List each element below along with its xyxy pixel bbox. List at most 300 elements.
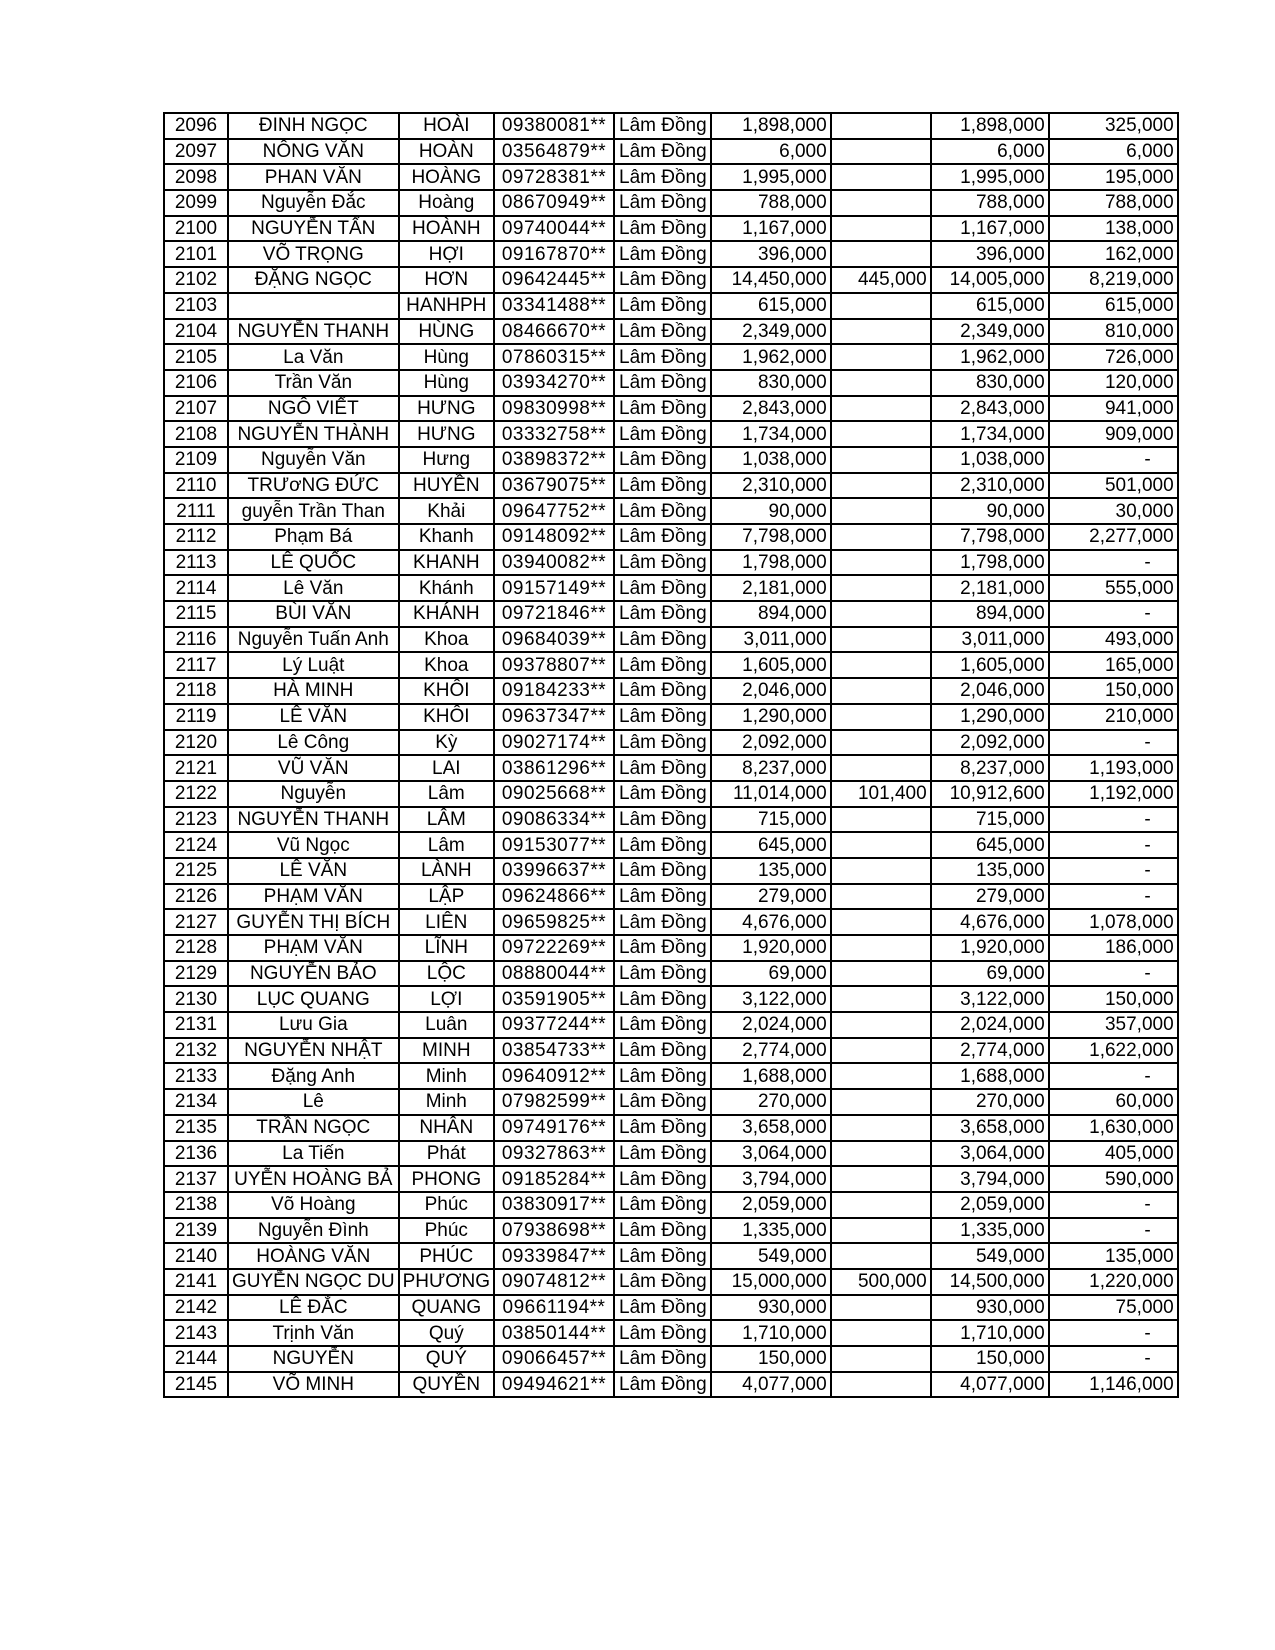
given-name-cell: HOÀNG (399, 164, 494, 190)
province-cell: Lâm Đồng (614, 575, 711, 601)
paid-amount-cell: 941,000 (1049, 396, 1178, 422)
deduction-cell (831, 293, 931, 319)
deduction-cell (831, 1038, 931, 1064)
surname-cell: Vũ Ngọc (228, 832, 399, 858)
paid-amount-cell: 165,000 (1049, 652, 1178, 678)
province-cell: Lâm Đồng (614, 858, 711, 884)
net-amount-cell: 788,000 (931, 190, 1049, 216)
row-number-cell: 2125 (164, 858, 228, 884)
table-row (164, 550, 1178, 576)
surname-cell: NGUYỄN TẤN (228, 216, 399, 242)
paid-amount-cell: - (1049, 730, 1178, 756)
province-cell: Lâm Đồng (614, 447, 711, 473)
amount-cell: 4,077,000 (711, 1372, 831, 1398)
paid-amount-cell: 2,277,000 (1049, 524, 1178, 550)
deduction-cell (831, 139, 931, 165)
province-cell: Lâm Đồng (614, 344, 711, 370)
deduction-cell (831, 1218, 931, 1244)
paid-amount-cell: - (1049, 1063, 1178, 1089)
amount-cell: 2,310,000 (711, 473, 831, 499)
amount-cell: 1,290,000 (711, 704, 831, 730)
amount-cell: 894,000 (711, 601, 831, 627)
table-row (164, 113, 1178, 139)
given-name-cell: HOÀI (399, 113, 494, 139)
amount-cell: 1,688,000 (711, 1063, 831, 1089)
given-name-cell: Khoa (399, 652, 494, 678)
deduction-cell (831, 986, 931, 1012)
table-row (164, 421, 1178, 447)
given-name-cell: QUANG (399, 1295, 494, 1321)
surname-cell: HOÀNG VĂN (228, 1243, 399, 1269)
province-cell: Lâm Đồng (614, 961, 711, 987)
row-number-cell: 2120 (164, 730, 228, 756)
phone-cell: 09148092** (494, 524, 614, 550)
given-name-cell: Khoa (399, 627, 494, 653)
table-row (164, 344, 1178, 370)
surname-cell: Lê Công (228, 730, 399, 756)
phone-cell: 09377244** (494, 1012, 614, 1038)
given-name-cell: LIÊN (399, 909, 494, 935)
deduction-cell (831, 601, 931, 627)
deduction-cell (831, 1346, 931, 1372)
province-cell: Lâm Đồng (614, 1192, 711, 1218)
amount-cell: 1,920,000 (711, 935, 831, 961)
surname-cell: Nguyễn Đắc (228, 190, 399, 216)
table-row (164, 858, 1178, 884)
deduction-cell (831, 524, 931, 550)
row-number-cell: 2115 (164, 601, 228, 627)
province-cell: Lâm Đồng (614, 832, 711, 858)
province-cell: Lâm Đồng (614, 730, 711, 756)
table-row (164, 704, 1178, 730)
province-cell: Lâm Đồng (614, 473, 711, 499)
given-name-cell: HƯNG (399, 396, 494, 422)
amount-cell: 1,734,000 (711, 421, 831, 447)
given-name-cell: QUÝ (399, 1346, 494, 1372)
given-name-cell: Luân (399, 1012, 494, 1038)
net-amount-cell: 1,798,000 (931, 550, 1049, 576)
deduction-cell (831, 216, 931, 242)
given-name-cell: QUYỀN (399, 1372, 494, 1398)
deduction-cell (831, 1115, 931, 1141)
paid-amount-cell: 1,192,000 (1049, 781, 1178, 807)
paid-amount-cell: 909,000 (1049, 421, 1178, 447)
given-name-cell: LẬP (399, 884, 494, 910)
surname-cell: NGUYỄN THANH (228, 319, 399, 345)
deduction-cell (831, 627, 931, 653)
net-amount-cell: 8,237,000 (931, 755, 1049, 781)
amount-cell: 7,798,000 (711, 524, 831, 550)
phone-cell: 09684039** (494, 627, 614, 653)
province-cell: Lâm Đồng (614, 986, 711, 1012)
table-row (164, 293, 1178, 319)
phone-cell: 09167870** (494, 241, 614, 267)
amount-cell: 2,024,000 (711, 1012, 831, 1038)
row-number-cell: 2127 (164, 909, 228, 935)
table-row (164, 755, 1178, 781)
row-number-cell: 2135 (164, 1115, 228, 1141)
amount-cell: 150,000 (711, 1346, 831, 1372)
phone-cell: 09086334** (494, 807, 614, 833)
net-amount-cell: 3,794,000 (931, 1166, 1049, 1192)
deduction-cell (831, 884, 931, 910)
given-name-cell: LAI (399, 755, 494, 781)
deduction-cell (831, 473, 931, 499)
paid-amount-cell: 501,000 (1049, 473, 1178, 499)
deduction-cell (831, 190, 931, 216)
row-number-cell: 2117 (164, 652, 228, 678)
table-row (164, 678, 1178, 704)
deduction-cell (831, 550, 931, 576)
row-number-cell: 2122 (164, 781, 228, 807)
net-amount-cell: 135,000 (931, 858, 1049, 884)
net-amount-cell: 2,774,000 (931, 1038, 1049, 1064)
table-row (164, 652, 1178, 678)
province-cell: Lâm Đồng (614, 396, 711, 422)
province-cell: Lâm Đồng (614, 935, 711, 961)
given-name-cell: HANHPH (399, 293, 494, 319)
phone-cell: 03332758** (494, 421, 614, 447)
deduction-cell (831, 241, 931, 267)
net-amount-cell: 1,038,000 (931, 447, 1049, 473)
table-row (164, 832, 1178, 858)
province-cell: Lâm Đồng (614, 678, 711, 704)
given-name-cell: PHÚC (399, 1243, 494, 1269)
surname-cell: NGUYỄN THÀNH (228, 421, 399, 447)
phone-cell: 03679075** (494, 473, 614, 499)
table-row (164, 1320, 1178, 1346)
net-amount-cell: 2,059,000 (931, 1192, 1049, 1218)
net-amount-cell: 2,349,000 (931, 319, 1049, 345)
given-name-cell: KHÔI (399, 678, 494, 704)
net-amount-cell: 3,122,000 (931, 986, 1049, 1012)
paid-amount-cell: 60,000 (1049, 1089, 1178, 1115)
given-name-cell: HÙNG (399, 319, 494, 345)
phone-cell: 07860315** (494, 344, 614, 370)
phone-cell: 03830917** (494, 1192, 614, 1218)
net-amount-cell: 270,000 (931, 1089, 1049, 1115)
net-amount-cell: 930,000 (931, 1295, 1049, 1321)
given-name-cell: Hùng (399, 344, 494, 370)
given-name-cell: KHANH (399, 550, 494, 576)
table-body (164, 113, 1178, 1397)
amount-cell: 270,000 (711, 1089, 831, 1115)
province-cell: Lâm Đồng (614, 755, 711, 781)
province-cell: Lâm Đồng (614, 164, 711, 190)
surname-cell: ĐINH NGỌC (228, 113, 399, 139)
phone-cell: 03850144** (494, 1320, 614, 1346)
surname-cell: UYỄN HOÀNG BẢ (228, 1166, 399, 1192)
row-number-cell: 2118 (164, 678, 228, 704)
paid-amount-cell: 138,000 (1049, 216, 1178, 242)
surname-cell: Nguyễn Văn (228, 447, 399, 473)
row-number-cell: 2143 (164, 1320, 228, 1346)
phone-cell: 09624866** (494, 884, 614, 910)
amount-cell: 930,000 (711, 1295, 831, 1321)
given-name-cell: Phúc (399, 1218, 494, 1244)
deduction-cell (831, 447, 931, 473)
table-row (164, 370, 1178, 396)
surname-cell: Phạm Bá (228, 524, 399, 550)
deduction-cell (831, 961, 931, 987)
phone-cell: 09640912** (494, 1063, 614, 1089)
paid-amount-cell: 75,000 (1049, 1295, 1178, 1321)
paid-amount-cell: 788,000 (1049, 190, 1178, 216)
given-name-cell: HỢI (399, 241, 494, 267)
row-number-cell: 2123 (164, 807, 228, 833)
row-number-cell: 2108 (164, 421, 228, 447)
surname-cell: LÊ VĂN (228, 858, 399, 884)
paid-amount-cell: 150,000 (1049, 678, 1178, 704)
phone-cell: 03861296** (494, 755, 614, 781)
phone-cell: 09647752** (494, 498, 614, 524)
paid-amount-cell: - (1049, 1192, 1178, 1218)
row-number-cell: 2131 (164, 1012, 228, 1038)
phone-cell: 03934270** (494, 370, 614, 396)
province-cell: Lâm Đồng (614, 601, 711, 627)
table-row (164, 190, 1178, 216)
paid-amount-cell: - (1049, 550, 1178, 576)
deduction-cell (831, 1141, 931, 1167)
province-cell: Lâm Đồng (614, 190, 711, 216)
given-name-cell: LĨNH (399, 935, 494, 961)
deduction-cell (831, 1012, 931, 1038)
table-row (164, 473, 1178, 499)
net-amount-cell: 2,843,000 (931, 396, 1049, 422)
paid-amount-cell: 726,000 (1049, 344, 1178, 370)
province-cell: Lâm Đồng (614, 216, 711, 242)
amount-cell: 3,122,000 (711, 986, 831, 1012)
phone-cell: 09185284** (494, 1166, 614, 1192)
row-number-cell: 2101 (164, 241, 228, 267)
deduction-cell (831, 730, 931, 756)
amount-cell: 90,000 (711, 498, 831, 524)
row-number-cell: 2124 (164, 832, 228, 858)
surname-cell: NGUYỄN BẢO (228, 961, 399, 987)
province-cell: Lâm Đồng (614, 1166, 711, 1192)
row-number-cell: 2142 (164, 1295, 228, 1321)
phone-cell: 09066457** (494, 1346, 614, 1372)
net-amount-cell: 4,676,000 (931, 909, 1049, 935)
net-amount-cell: 1,898,000 (931, 113, 1049, 139)
surname-cell: Nguyễn (228, 781, 399, 807)
given-name-cell: Quý (399, 1320, 494, 1346)
province-cell: Lâm Đồng (614, 1346, 711, 1372)
province-cell: Lâm Đồng (614, 1372, 711, 1398)
amount-cell: 11,014,000 (711, 781, 831, 807)
phone-cell: 09749176** (494, 1115, 614, 1141)
paid-amount-cell: 1,630,000 (1049, 1115, 1178, 1141)
row-number-cell: 2132 (164, 1038, 228, 1064)
row-number-cell: 2138 (164, 1192, 228, 1218)
table-row (164, 986, 1178, 1012)
net-amount-cell: 3,011,000 (931, 627, 1049, 653)
table-row (164, 1038, 1178, 1064)
paid-amount-cell: 1,622,000 (1049, 1038, 1178, 1064)
phone-cell: 09722269** (494, 935, 614, 961)
paid-amount-cell: 1,146,000 (1049, 1372, 1178, 1398)
surname-cell: BÙI VĂN (228, 601, 399, 627)
deduction-cell (831, 652, 931, 678)
surname-cell: NGUYỄN NHẬT (228, 1038, 399, 1064)
surname-cell: HÀ MINH (228, 678, 399, 704)
row-number-cell: 2145 (164, 1372, 228, 1398)
table-row (164, 1372, 1178, 1398)
paid-amount-cell: 1,078,000 (1049, 909, 1178, 935)
row-number-cell: 2134 (164, 1089, 228, 1115)
given-name-cell: HOÀNH (399, 216, 494, 242)
given-name-cell: HƠN (399, 267, 494, 293)
paid-amount-cell: - (1049, 807, 1178, 833)
net-amount-cell: 7,798,000 (931, 524, 1049, 550)
paid-amount-cell: 615,000 (1049, 293, 1178, 319)
row-number-cell: 2100 (164, 216, 228, 242)
deduction-cell (831, 832, 931, 858)
deduction-cell (831, 370, 931, 396)
given-name-cell: Hùng (399, 370, 494, 396)
phone-cell: 07938698** (494, 1218, 614, 1244)
amount-cell: 645,000 (711, 832, 831, 858)
table-row (164, 1012, 1178, 1038)
net-amount-cell: 14,005,000 (931, 267, 1049, 293)
surname-cell: VŨ VĂN (228, 755, 399, 781)
surname-cell: VÕ TRỌNG (228, 241, 399, 267)
phone-cell: 09380081** (494, 113, 614, 139)
surname-cell: PHẠM VĂN (228, 935, 399, 961)
paid-amount-cell: 325,000 (1049, 113, 1178, 139)
province-cell: Lâm Đồng (614, 652, 711, 678)
table-row (164, 241, 1178, 267)
given-name-cell: Hoàng (399, 190, 494, 216)
province-cell: Lâm Đồng (614, 1295, 711, 1321)
amount-cell: 549,000 (711, 1243, 831, 1269)
table-row (164, 935, 1178, 961)
table-row (164, 164, 1178, 190)
amount-cell: 1,605,000 (711, 652, 831, 678)
table-row (164, 1063, 1178, 1089)
deduction-cell (831, 1372, 931, 1398)
paid-amount-cell: 1,193,000 (1049, 755, 1178, 781)
deduction-cell (831, 858, 931, 884)
deduction-cell (831, 909, 931, 935)
paid-amount-cell: 186,000 (1049, 935, 1178, 961)
table-row (164, 498, 1178, 524)
province-cell: Lâm Đồng (614, 241, 711, 267)
surname-cell: Nguyễn Tuấn Anh (228, 627, 399, 653)
phone-cell: 09637347** (494, 704, 614, 730)
row-number-cell: 2098 (164, 164, 228, 190)
net-amount-cell: 645,000 (931, 832, 1049, 858)
table-row (164, 781, 1178, 807)
amount-cell: 279,000 (711, 884, 831, 910)
paid-amount-cell: 195,000 (1049, 164, 1178, 190)
surname-cell: NGUYỄN (228, 1346, 399, 1372)
amount-cell: 1,898,000 (711, 113, 831, 139)
amount-cell: 1,962,000 (711, 344, 831, 370)
surname-cell: NÔNG VĂN (228, 139, 399, 165)
surname-cell: Lý Luật (228, 652, 399, 678)
phone-cell: 09339847** (494, 1243, 614, 1269)
surname-cell: LỤC QUANG (228, 986, 399, 1012)
row-number-cell: 2137 (164, 1166, 228, 1192)
amount-cell: 2,774,000 (711, 1038, 831, 1064)
given-name-cell: MINH (399, 1038, 494, 1064)
province-cell: Lâm Đồng (614, 1063, 711, 1089)
row-number-cell: 2112 (164, 524, 228, 550)
table-row (164, 909, 1178, 935)
deduction-cell (831, 421, 931, 447)
paid-amount-cell: 590,000 (1049, 1166, 1178, 1192)
given-name-cell: Phúc (399, 1192, 494, 1218)
surname-cell: ĐẶNG NGỌC (228, 267, 399, 293)
table-row (164, 216, 1178, 242)
table-row (164, 1141, 1178, 1167)
phone-cell: 09659825** (494, 909, 614, 935)
table-row (164, 601, 1178, 627)
surname-cell: TRƯơNG ĐỨC (228, 473, 399, 499)
net-amount-cell: 14,500,000 (931, 1269, 1049, 1295)
amount-cell: 3,658,000 (711, 1115, 831, 1141)
row-number-cell: 2110 (164, 473, 228, 499)
deduction-cell (831, 678, 931, 704)
deduction-cell (831, 1243, 931, 1269)
paid-amount-cell: 210,000 (1049, 704, 1178, 730)
net-amount-cell: 1,962,000 (931, 344, 1049, 370)
given-name-cell: HUYỀN (399, 473, 494, 499)
net-amount-cell: 396,000 (931, 241, 1049, 267)
surname-cell: La Tiến (228, 1141, 399, 1167)
surname-cell: NGÔ VIẾT (228, 396, 399, 422)
data-table (163, 112, 1179, 1398)
net-amount-cell: 894,000 (931, 601, 1049, 627)
net-amount-cell: 615,000 (931, 293, 1049, 319)
row-number-cell: 2105 (164, 344, 228, 370)
phone-cell: 09184233** (494, 678, 614, 704)
row-number-cell: 2102 (164, 267, 228, 293)
province-cell: Lâm Đồng (614, 704, 711, 730)
province-cell: Lâm Đồng (614, 139, 711, 165)
paid-amount-cell: 1,220,000 (1049, 1269, 1178, 1295)
deduction-cell (831, 1295, 931, 1321)
row-number-cell: 2144 (164, 1346, 228, 1372)
province-cell: Lâm Đồng (614, 421, 711, 447)
province-cell: Lâm Đồng (614, 1243, 711, 1269)
phone-cell: 09027174** (494, 730, 614, 756)
province-cell: Lâm Đồng (614, 370, 711, 396)
paid-amount-cell: - (1049, 1320, 1178, 1346)
net-amount-cell: 1,335,000 (931, 1218, 1049, 1244)
surname-cell: Lê (228, 1089, 399, 1115)
paid-amount-cell: 135,000 (1049, 1243, 1178, 1269)
table-row (164, 1166, 1178, 1192)
row-number-cell: 2111 (164, 498, 228, 524)
paid-amount-cell: 357,000 (1049, 1012, 1178, 1038)
net-amount-cell: 1,290,000 (931, 704, 1049, 730)
row-number-cell: 2126 (164, 884, 228, 910)
phone-cell: 09728381** (494, 164, 614, 190)
given-name-cell: PHƯƠNG (399, 1269, 494, 1295)
deduction-cell (831, 575, 931, 601)
surname-cell: Nguyễn Đình (228, 1218, 399, 1244)
given-name-cell: LỢI (399, 986, 494, 1012)
phone-cell: 09074812** (494, 1269, 614, 1295)
deduction-cell (831, 755, 931, 781)
phone-cell: 03854733** (494, 1038, 614, 1064)
province-cell: Lâm Đồng (614, 1218, 711, 1244)
net-amount-cell: 3,658,000 (931, 1115, 1049, 1141)
province-cell: Lâm Đồng (614, 1089, 711, 1115)
given-name-cell: LÀNH (399, 858, 494, 884)
